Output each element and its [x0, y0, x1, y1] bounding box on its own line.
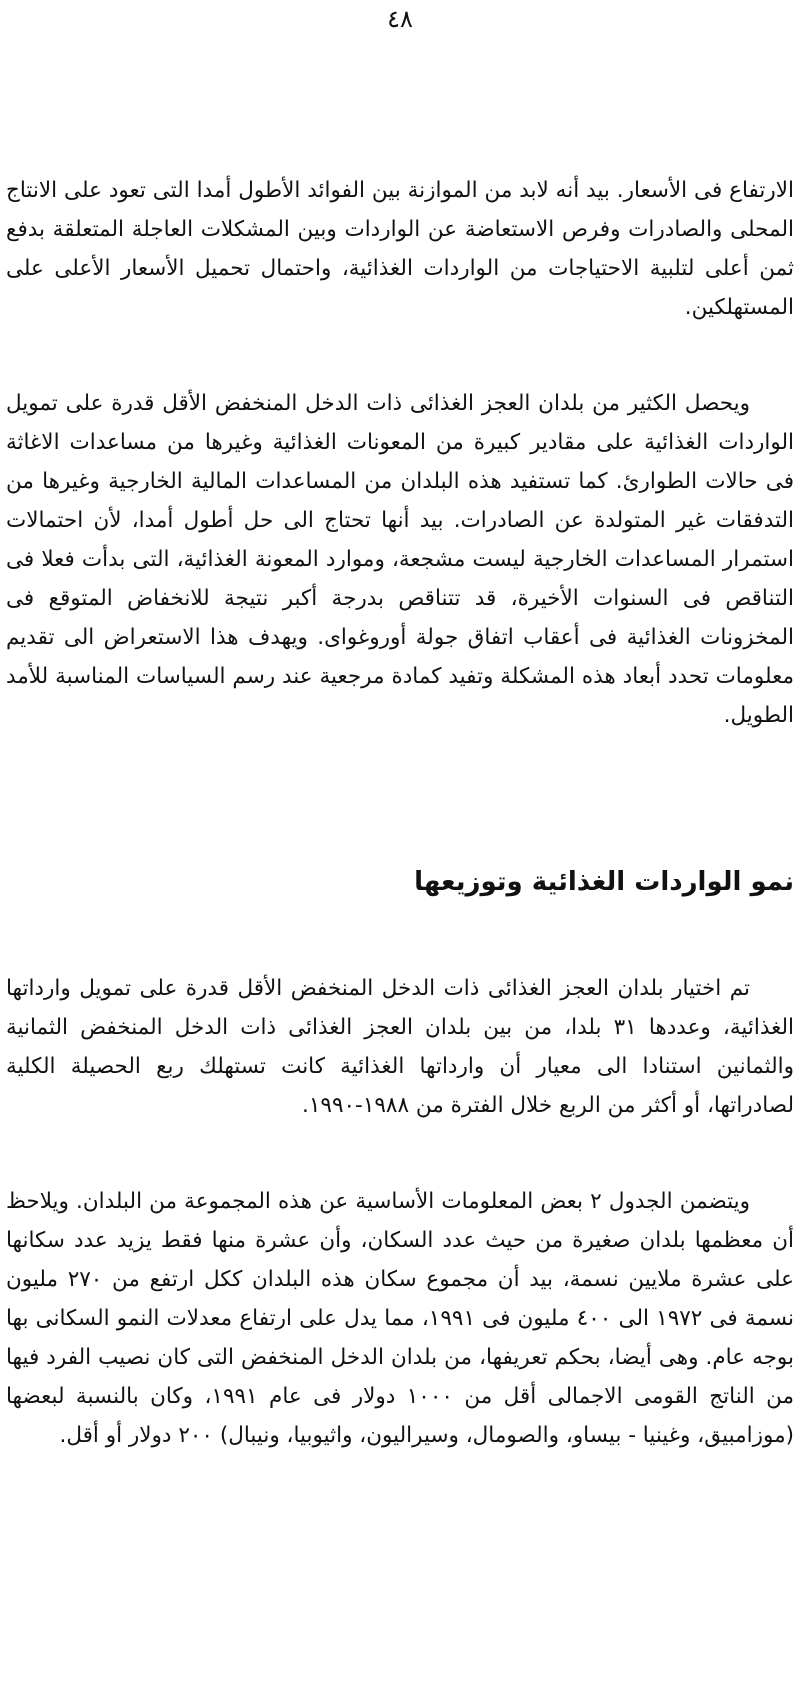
paragraph-selection-text: تم اختيار بلدان العجز الغذائى ذات الدخل المنخفض الأقل قدرة على تمويل وارداتها الغذائية، وعددها ٣١ بلدا، من بين بلدان العجز الغذائى ذات الدخل المنخفض الثمانية والثمانين استنادا الى معيار أن وارداتها الغذائية كانت تستهلك ربع الحصيلة الكلية لصادراتها، أو أكثر من الربع خلال الفترة من ١٩٨٨-١٩٩٠. [6, 976, 794, 1118]
section-heading: نمو الواردات الغذائية وتوزيعها [414, 867, 794, 897]
paragraph-block [6, 171, 794, 327]
paragraph-block [6, 969, 794, 1125]
paragraph-table-info [6, 1182, 794, 1455]
paragraph-food-aid-text: ويحصل الكثير من بلدان العجز الغذائى ذات الدخل المنخفض الأقل قدرة على تمويل الواردات الغذائية على مقادير كبيرة من المعونات الغذائية وغيرها من مساعدات الاغاثة فى حالات الطوارئ. كما تستفيد هذه البلدان من المساعدات المالية الخارجية وغيرها من التدفقات غير المتولدة عن الصادرات. بيد أنها تحتاج الى حل أطول أمدا، لأن احتمالات استمرار المساعدات الخارجية ليست مشجعة، وموارد المعونة الغذائية، التى بدأت فعلا فى التناقص فى السنوات الأخيرة، قد تتناقص بدرجة أكبر نتيجة للانخفاض المتوقع فى المخزونات الغذائية فى أعقاب اتفاق جولة أوروغواى. ويهدف هذا الاستعراض الى تقديم معلومات تحدد أبعاد هذه المشكلة وتفيد كمادة مرجعية عند رسم السياسات المناسبة للأمد الطويل. [6, 391, 794, 728]
paragraph-block [6, 384, 794, 735]
paragraph-table-info-text: ويتضمن الجدول ٢ بعض المعلومات الأساسية عن هذه المجموعة من البلدان. ويلاحظ أن معظمها بلدان صغيرة من حيث عدد السكان، وأن عشرة منها فقط يزيد عدد سكانها على عشرة ملايين نسمة، بيد أن مجموع سكان هذه البلدان ككل ارتفع من ٢٧٠ مليون نسمة فى ١٩٧٢ الى ٤٠٠ مليون فى ١٩٩١، مما يدل على ارتفاع معدلات النمو السكانى بها بوجه عام. وهى أيضا، بحكم تعريفها، من بلدان الدخل المنخفض التى كان نصيب الفرد فيها من الناتج القومى الاجمالى أقل من ١٠٠٠ دولار فى عام ١٩٩١، وكان بالنسبة لبعضها (موزامبيق، وغينيا - بيساو، والصومال، وسيراليون، واثيوبيا، ونيبال) ٢٠٠ دولار أو أقل. [6, 1189, 795, 1448]
paragraph-prices: الارتفاع فى الأسعار. بيد أنه لابد من الموازنة بين الفوائد الأطول أمدا التى تعود على الانتاج المحلى والصادرات وفرص الاستعاضة عن الواردات وبين المشكلات العاجلة المتعلقة بدفع ثمن أعلى لتلبية الاحتياجات من الواردات الغذائية، واحتمال تحميل الأسعار الأعلى على المستهلكين. [6, 178, 794, 320]
paragraph-block [6, 1182, 794, 1455]
paragraph-food-aid [6, 384, 794, 735]
page-number: ٤٨ [387, 5, 413, 33]
paragraph-selection [6, 969, 794, 1125]
